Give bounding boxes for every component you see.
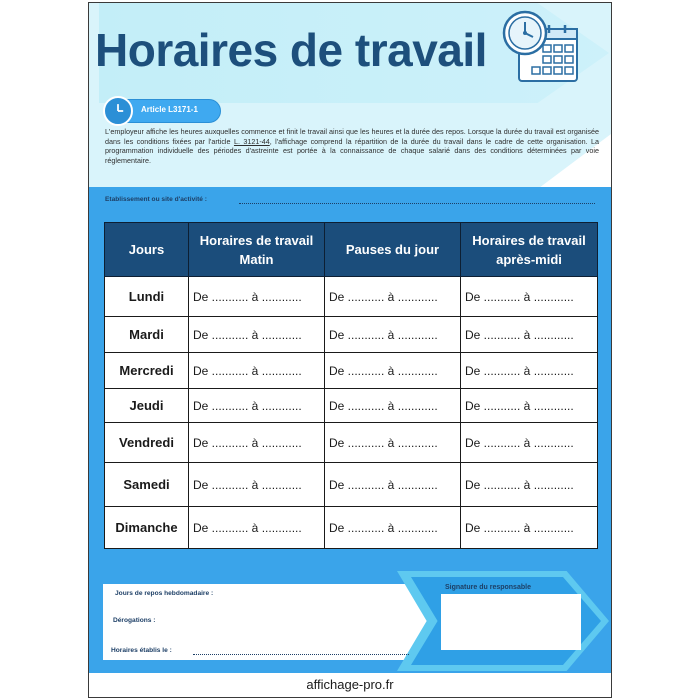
time-cell[interactable]: De ........... à ............ <box>189 389 325 423</box>
article-label: Article L3171-1 <box>141 105 198 114</box>
time-cell[interactable]: De ........... à ............ <box>461 463 598 507</box>
day-cell: Dimanche <box>105 507 189 549</box>
schedule-table <box>104 222 598 549</box>
site-url: affichage-pro.fr <box>306 677 394 692</box>
etablissement-field[interactable] <box>239 203 595 204</box>
day-cell: Mercredi <box>105 353 189 389</box>
poster <box>88 2 612 698</box>
time-cell[interactable]: De ........... à ............ <box>189 423 325 463</box>
header-pauses: Pauses du jour <box>325 223 461 277</box>
time-cell[interactable]: De ........... à ............ <box>325 317 461 353</box>
time-cell[interactable]: De ........... à ............ <box>325 353 461 389</box>
etablissement-label: Etablissement ou site d'activité : <box>105 196 207 203</box>
time-cell[interactable]: De ........... à ............ <box>189 353 325 389</box>
time-cell[interactable]: De ........... à ............ <box>189 463 325 507</box>
signature-label: Signature du responsable <box>445 584 531 591</box>
table-row <box>105 277 598 317</box>
time-cell[interactable]: De ........... à ............ <box>461 507 598 549</box>
day-cell: Lundi <box>105 277 189 317</box>
article-link[interactable]: L. 3121-44 <box>233 136 270 146</box>
signature-box[interactable] <box>441 594 581 650</box>
table-row <box>105 353 598 389</box>
day-cell: Vendredi <box>105 423 189 463</box>
table-row <box>105 423 598 463</box>
table-row <box>105 507 598 549</box>
page-title: Horaires de travail <box>95 24 487 76</box>
derogations-label: Dérogations : <box>113 617 156 624</box>
time-cell[interactable]: De ........... à ............ <box>461 277 598 317</box>
table-header-row <box>105 223 598 277</box>
day-cell: Samedi <box>105 463 189 507</box>
day-cell: Jeudi <box>105 389 189 423</box>
table-row <box>105 317 598 353</box>
table-row <box>105 463 598 507</box>
time-cell[interactable]: De ........... à ............ <box>461 423 598 463</box>
time-cell[interactable]: De ........... à ............ <box>461 317 598 353</box>
header-apres-midi: Horaires de travail après-midi <box>461 223 598 277</box>
repos-label: Jours de repos hebdomadaire : <box>115 590 214 597</box>
time-cell[interactable]: De ........... à ............ <box>325 463 461 507</box>
clock-calendar-icon <box>501 9 583 85</box>
time-cell[interactable]: De ........... à ............ <box>461 389 598 423</box>
article-text: L'employeur affiche les heures auxquelles commence et finit le travail ainsi que les heures et la durée des repos. Lorsque la durée du travail est organisée dans les conditions fixées par l'article L. 3121-44, l'affichage comprend la répartition de la durée du travail dans le cadre de cette organisation. La programmation individuelle des périodes d'astreinte est portée à la connaissance de chaque salarié dans des conditions déterminées par voie réglementaire. <box>105 127 599 165</box>
horaires-etablis-label: Horaires établis le : <box>111 647 172 654</box>
horaires-etablis-field[interactable] <box>193 654 409 655</box>
day-cell: Mardi <box>105 317 189 353</box>
time-cell[interactable]: De ........... à ............ <box>325 423 461 463</box>
clock-icon <box>103 96 133 126</box>
time-cell[interactable]: De ........... à ............ <box>189 507 325 549</box>
time-cell[interactable]: De ........... à ............ <box>189 277 325 317</box>
time-cell[interactable]: De ........... à ............ <box>189 317 325 353</box>
table-row <box>105 389 598 423</box>
header-matin: Horaires de travail Matin <box>189 223 325 277</box>
time-cell[interactable]: De ........... à ............ <box>461 353 598 389</box>
time-cell[interactable]: De ........... à ............ <box>325 389 461 423</box>
header-jours: Jours <box>105 223 189 277</box>
time-cell[interactable]: De ........... à ............ <box>325 277 461 317</box>
time-cell[interactable]: De ........... à ............ <box>325 507 461 549</box>
